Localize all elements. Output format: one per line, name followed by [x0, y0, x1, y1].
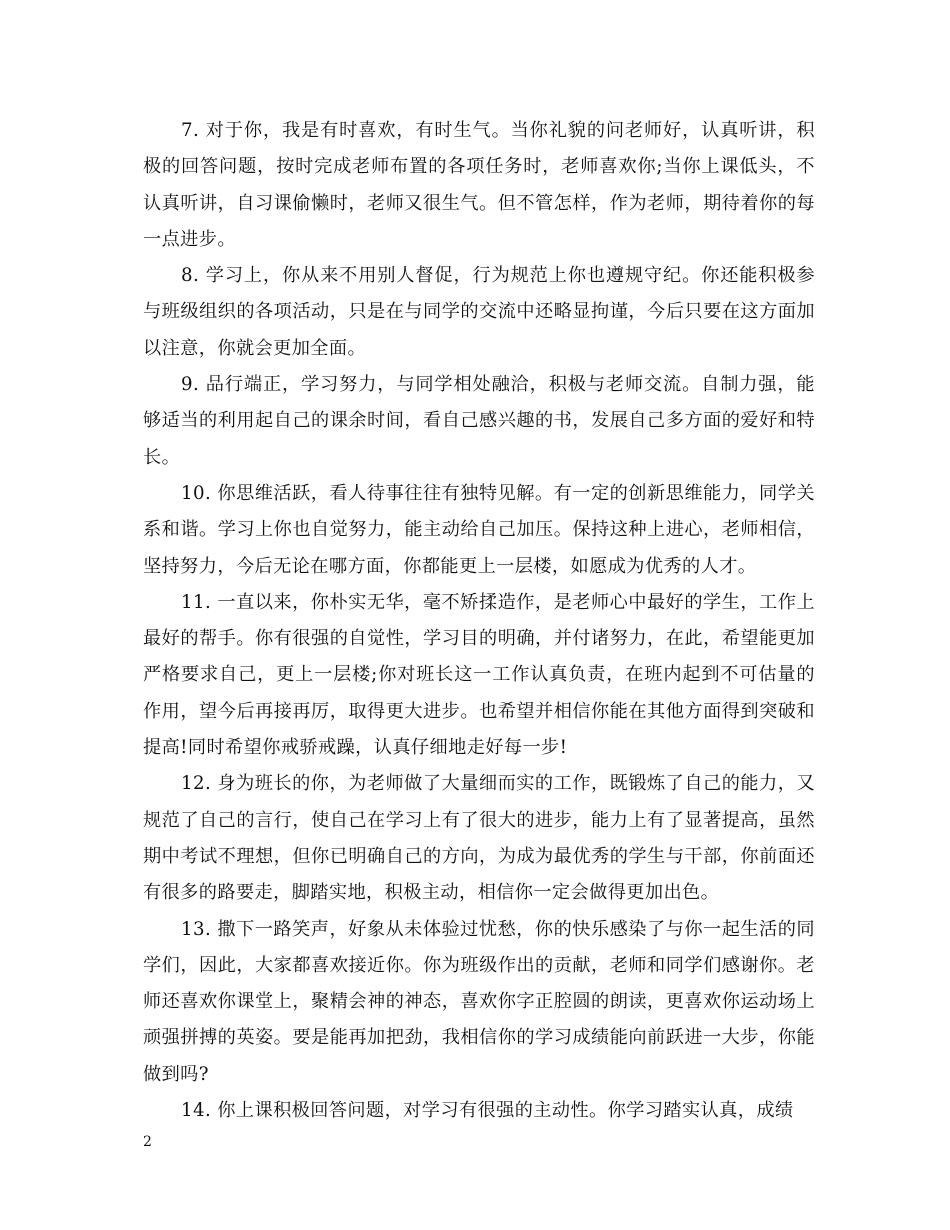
paragraph-10: 10. 你思维活跃，看人待事往往有独特见解。有一定的创新思维能力，同学关系和谐。学习上你也自觉努力，能主动给自己加压。保持这种上进心，老师相信，坚持努力，今后无论在哪方面，你都能更上一层楼，如愿成为优秀的人才。 — [143, 482, 815, 577]
paragraph-9: 9. 品行端正，学习努力，与同学相处融洽，积极与老师交流。自制力强，能够适当的利用起自己的课余时间，看自己感兴趣的书，发展自己多方面的爱好和特长。 — [143, 374, 815, 468]
page-number: 2 — [143, 1134, 152, 1150]
paragraph-13: 13. 撒下一路笑声，好象从未体验过忧愁，你的快乐感染了与你一起生活的同学们，因此，大家都喜欢接近你。你为班级作出的贡献，老师和同学们感谢你。老师还喜欢你课堂上，聚精会神的神态，喜欢你字正腔圆的朗读，更喜欢你运动场上顽强拼搏的英姿。要是能再加把劲，我相信你的学习成绩能向前跃进一大步，你能做到吗? — [143, 918, 815, 1085]
paragraph-7: 7. 对于你，我是有时喜欢，有时生气。当你礼貌的问老师好，认真听讲，积极的回答问题，按时完成老师布置的各项任务时，老师喜欢你;当你上课低头，不认真听讲，自习课偷懒时，老师又很生气。但不管怎样，作为老师，期待着你的每一点进步。 — [143, 120, 815, 250]
paragraph-12: 12. 身为班长的你，为老师做了大量细而实的工作，既锻炼了自己的能力，又规范了自己的言行，使自己在学习上有了很大的进步，能力上有了显著提高，虽然期中考试不理想，但你已明确自己的方向，为成为最优秀的学生与干部，你前面还有很多的路要走，脚踏实地，积极主动，相信你一定会做得更加出色。 — [143, 773, 815, 904]
paragraph-11: 11. 一直以来，你朴实无华，毫不矫揉造作，是老师心中最好的学生，工作上最好的帮手。你有很强的自觉性，学习目的明确，并付诸努力，在此，希望能更加严格要求自己，更上一层楼;你对班长这一工作认真负责，在班内起到不可估量的作用，望今后再接再厉，取得更大进步。也希望并相信你能在其他方面得到突破和提高!同时希望你戒骄戒躁，认真仔细地走好每一步! — [143, 591, 815, 759]
document-body — [143, 113, 815, 1129]
paragraph-8: 8. 学习上，你从来不用别人督促，行为规范上你也遵规守纪。你还能积极参与班级组织的各项活动，只是在与同学的交流中还略显拘谨，今后只要在这方面加以注意，你就会更加全面。 — [143, 265, 815, 359]
paragraph-14: 14. 你上课积极回答问题，对学习有很强的主动性。你学习踏实认真，成绩 — [181, 1100, 794, 1122]
